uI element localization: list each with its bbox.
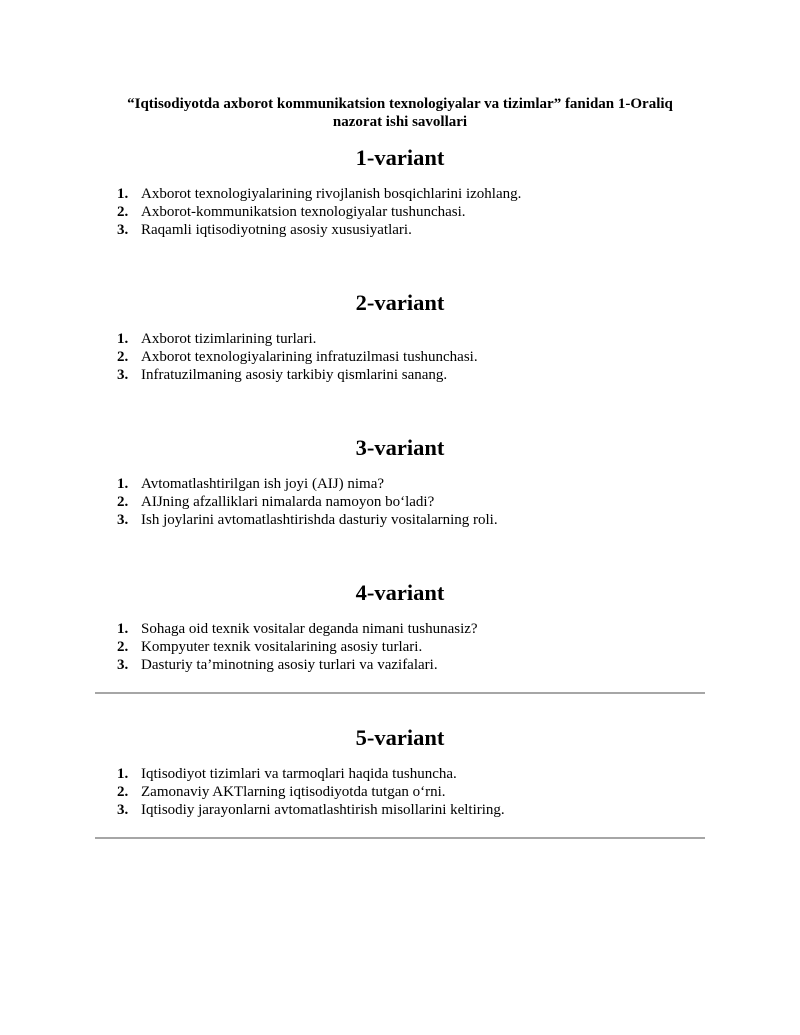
question-item	[95, 511, 705, 529]
question-list	[95, 475, 705, 529]
question-number: 2.	[117, 639, 129, 655]
variant-heading: 4-variant	[355, 580, 445, 605]
question-number: 1.	[117, 766, 129, 782]
question-number: 2.	[117, 784, 129, 800]
question-number: 3.	[117, 657, 129, 673]
question-list	[95, 330, 705, 384]
question-number: 1.	[117, 476, 129, 492]
question-number: 2.	[117, 494, 129, 510]
question-item	[95, 185, 705, 203]
question-number: 1.	[117, 186, 129, 202]
question-item	[95, 221, 705, 239]
question-item	[95, 203, 705, 221]
question-item	[95, 493, 705, 511]
question-item	[95, 475, 705, 493]
variant-heading: 5-variant	[355, 725, 445, 750]
question-list	[95, 185, 705, 239]
document-title-line-2: nazorat ishi savollari	[332, 114, 468, 130]
question-item	[95, 348, 705, 366]
question-item	[95, 801, 705, 819]
question-number: 3.	[117, 512, 129, 528]
question-text: Zamonaviy AKTlarning iqtisodiyotda tutgan o‘rni.	[141, 784, 446, 800]
question-item	[95, 330, 705, 348]
question-text: Axborot texnologiyalarining infratuzilmasi tushunchasi.	[141, 349, 478, 365]
question-text: Kompyuter texnik vositalarining asosiy turlari.	[141, 639, 423, 655]
variant-heading: 1-variant	[355, 145, 445, 170]
variant-2-section	[95, 290, 705, 384]
question-text: Sohaga oid texnik vositalar deganda nimani tushunasiz?	[141, 621, 478, 637]
question-item	[95, 765, 705, 783]
variant-heading: 3-variant	[355, 435, 445, 460]
question-text: Avtomatlashtirilgan ish joyi (AIJ) nima?	[141, 476, 385, 492]
variant-heading: 2-variant	[355, 290, 445, 315]
question-number: 1.	[117, 621, 129, 637]
question-text: Axborot-kommunikatsion texnologiyalar tushunchasi.	[141, 204, 466, 220]
question-text: AIJning afzalliklari nimalarda namoyon bo‘ladi?	[141, 494, 435, 510]
question-list	[95, 620, 705, 674]
document-title	[95, 95, 705, 131]
question-text: Iqtisodiy jarayonlarni avtomatlashtirish misollarini keltiring.	[141, 802, 505, 818]
question-item	[95, 620, 705, 638]
question-text: Axborot tizimlarining turlari.	[141, 331, 317, 347]
variant-4-section	[95, 580, 705, 674]
question-number: 1.	[117, 331, 129, 347]
question-number: 2.	[117, 349, 129, 365]
variant-5-section	[95, 725, 705, 819]
separator-line	[95, 692, 705, 694]
question-item	[95, 656, 705, 674]
question-number: 3.	[117, 367, 129, 383]
question-item	[95, 366, 705, 384]
document-title-line-1: “Iqtisodiyotda axborot kommunikatsion texnologiyalar va tizimlar” fanidan 1-Oraliq	[127, 96, 673, 112]
variant-3-section	[95, 435, 705, 529]
question-number: 3.	[117, 222, 129, 238]
question-list	[95, 765, 705, 819]
question-item	[95, 783, 705, 801]
question-text: Infratuzilmaning asosiy tarkibiy qismlarini sanang.	[141, 367, 448, 383]
separator-line	[95, 837, 705, 839]
question-item	[95, 638, 705, 656]
question-number: 3.	[117, 802, 129, 818]
question-text: Iqtisodiyot tizimlari va tarmoqlari haqida tushuncha.	[141, 766, 457, 782]
question-text: Raqamli iqtisodiyotning asosiy xususiyatlari.	[141, 222, 412, 238]
variant-1-section	[95, 145, 705, 239]
question-text: Axborot texnologiyalarining rivojlanish bosqichlarini izohlang.	[141, 186, 522, 202]
question-text: Ish joylarini avtomatlashtirishda dasturiy vositalarning roli.	[141, 512, 498, 528]
question-number: 2.	[117, 204, 129, 220]
question-text: Dasturiy ta’minotning asosiy turlari va vazifalari.	[141, 657, 438, 673]
